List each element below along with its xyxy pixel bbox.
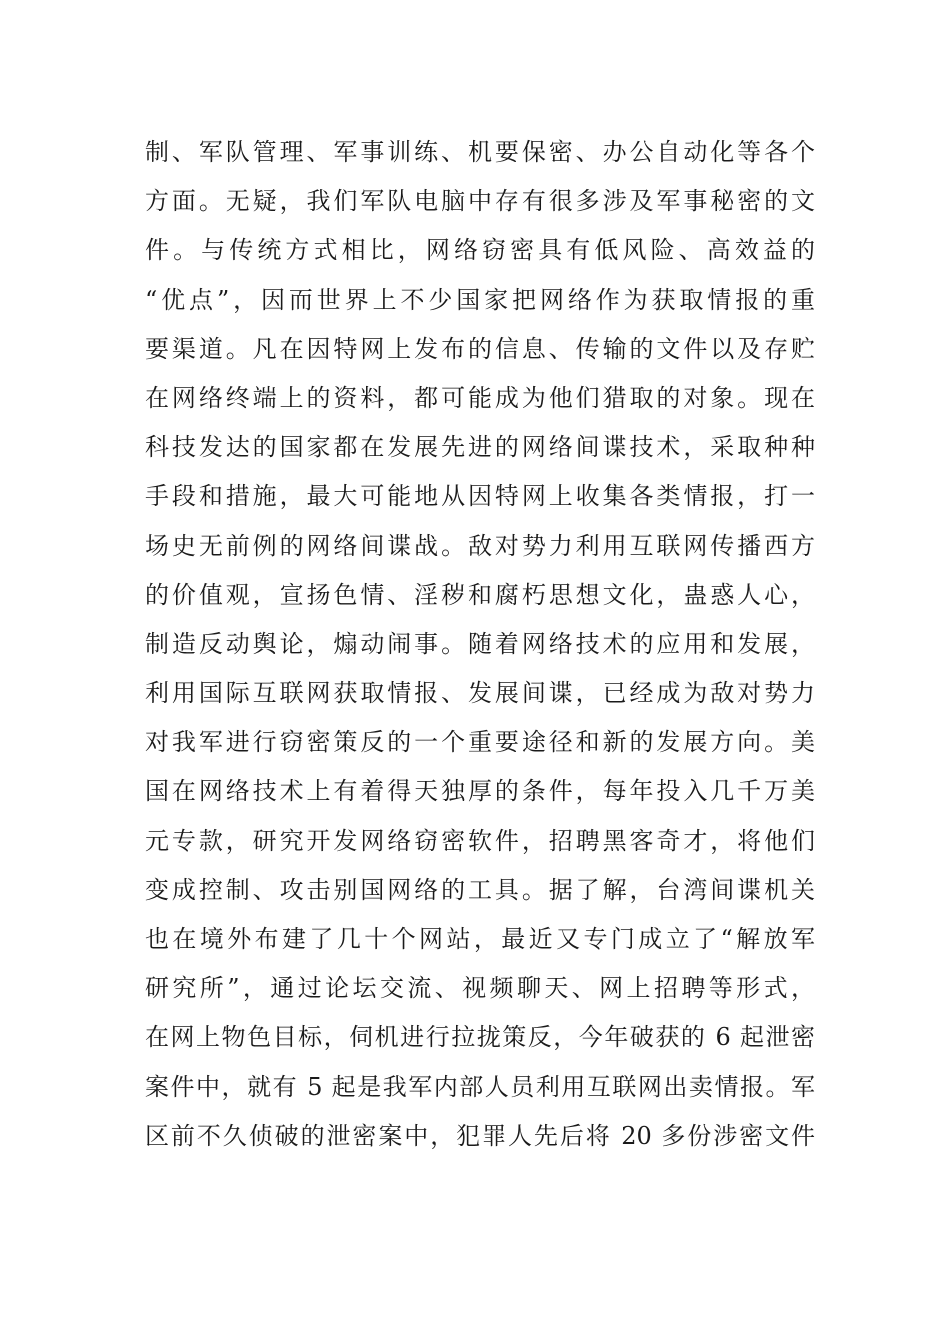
text-line-19: 在网上物色目标，伺机进行拉拢策反，今年破获的 6 起泄密 xyxy=(145,1023,815,1052)
text-line-9: 场史无前例的网络间谍战。敌对势力利用互联网传播西方 xyxy=(145,531,815,560)
text-line-2: 方面。无疑，我们军队电脑中存有很多涉及军事秘密的文 xyxy=(145,187,815,216)
text-line-3: 件。与传统方式相比，网络窃密具有低风险、高效益的 xyxy=(145,236,815,265)
body-text xyxy=(145,128,815,1161)
text-line-15: 元专款，研究开发网络窃密软件，招聘黑客奇才，将他们 xyxy=(145,826,815,855)
text-line-7: 科技发达的国家都在发展先进的网络间谍技术，采取种种 xyxy=(145,433,815,462)
text-line-11: 制造反动舆论，煽动闹事。随着网络技术的应用和发展， xyxy=(145,629,815,658)
text-line-6: 在网络终端上的资料，都可能成为他们猎取的对象。现在 xyxy=(145,383,815,412)
text-line-13: 对我军进行窃密策反的一个重要途径和新的发展方向。美 xyxy=(145,728,815,757)
text-line-4: “优点”，因而世界上不少国家把网络作为获取情报的重 xyxy=(145,285,815,314)
text-line-20: 案件中，就有 5 起是我军内部人员利用互联网出卖情报。军 xyxy=(145,1072,815,1101)
text-line-1: 制、军队管理、军事训练、机要保密、办公自动化等各个 xyxy=(145,138,815,166)
text-line-17: 也在境外布建了几十个网站，最近又专门成立了“解放军 xyxy=(145,925,815,953)
text-line-5: 要渠道。凡在因特网上发布的信息、传输的文件以及存贮 xyxy=(145,334,815,363)
text-line-12: 利用国际互联网获取情报、发展间谍，已经成为敌对势力 xyxy=(145,679,815,708)
text-line-14: 国在网络技术上有着得天独厚的条件，每年投入几千万美 xyxy=(145,777,815,806)
text-line-18: 研究所”，通过论坛交流、视频聊天、网上招聘等形式， xyxy=(145,974,815,1003)
text-line-10: 的价值观，宣扬色情、淫秽和腐朽思想文化，蛊惑人心， xyxy=(145,580,815,609)
text-line-16: 变成控制、攻击别国网络的工具。据了解，台湾间谍机关 xyxy=(145,875,815,904)
text-line-21: 区前不久侦破的泄密案中，犯罪人先后将 20 多份涉密文件 xyxy=(145,1121,815,1150)
text-line-8: 手段和措施，最大可能地从因特网上收集各类情报，打一 xyxy=(145,482,815,511)
